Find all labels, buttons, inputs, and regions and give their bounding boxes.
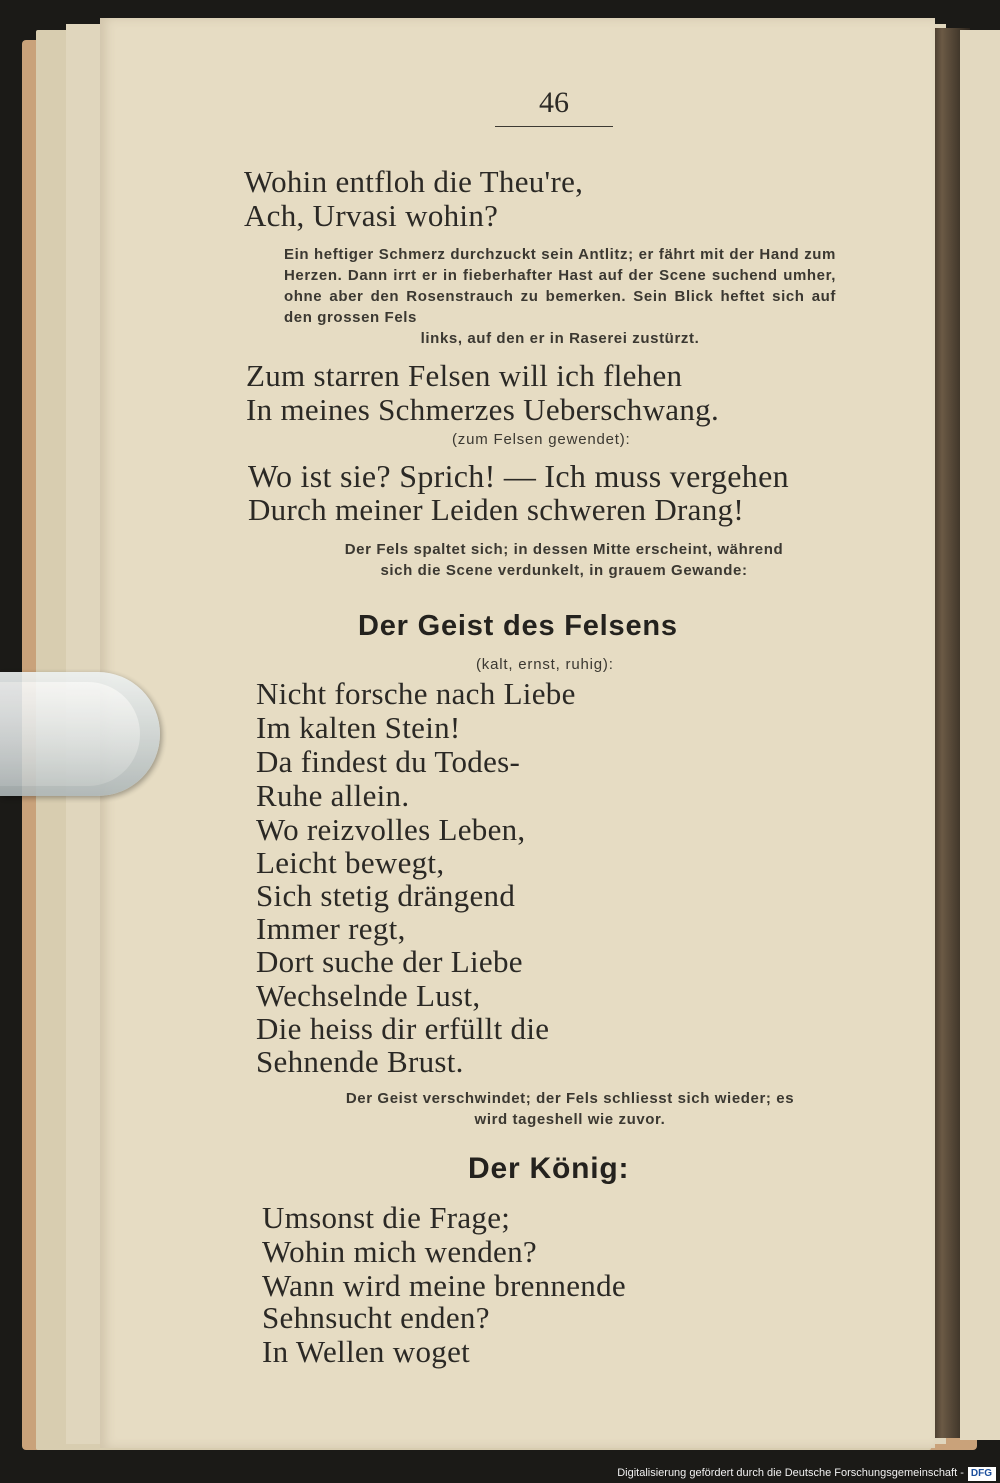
- verse-line: Ruhe allein.: [256, 778, 410, 813]
- stage-direction: Der Fels spaltet sich; in dessen Mitte erscheint, während: [344, 541, 784, 558]
- verse-line: Zum starren Felsen will ich flehen: [246, 358, 683, 393]
- verse-line: In meines Schmerzes Ueberschwang.: [246, 392, 720, 427]
- verse-line: Durch meiner Leiden schweren Drang!: [248, 492, 744, 527]
- page-number-rule: [495, 126, 613, 127]
- verse-line: Umsonst die Frage;: [262, 1200, 511, 1235]
- speaker-heading: Der Geist des Felsens: [358, 610, 678, 642]
- verse-line: Sehnende Brust.: [256, 1044, 464, 1079]
- speaker-heading: Der König:: [468, 1152, 630, 1185]
- parenthetical: (zum Felsen gewendet):: [452, 431, 631, 448]
- verse-line: Im kalten Stein!: [256, 710, 461, 745]
- stage-direction: wird tageshell wie zuvor.: [474, 1111, 666, 1128]
- verse-line: Da findest du Todes-: [256, 744, 521, 779]
- verse-line: Sehnsucht enden?: [262, 1300, 490, 1335]
- verse-line: In Wellen woget: [262, 1334, 471, 1369]
- verse-line: Ach, Urvasi wohin?: [244, 198, 499, 233]
- stage-direction: links, auf den er in Raserei zustürzt.: [420, 330, 700, 347]
- verse-line: Wo reizvolles Leben,: [256, 812, 526, 847]
- verse-line: Wechselnde Lust,: [256, 978, 481, 1013]
- footer-text: Digitalisierung gefördert durch die Deutsche Forschungsgemeinschaft -: [617, 1467, 964, 1479]
- verse-line: Wo ist sie? Sprich! — Ich muss vergehen: [248, 458, 789, 494]
- parenthetical: (kalt, ernst, ruhig):: [476, 656, 614, 673]
- dfg-logo: DFG: [968, 1467, 996, 1481]
- page-clip: [0, 672, 160, 796]
- verse-line: Sich stetig drängend: [256, 878, 516, 913]
- stage-direction: Der Geist verschwindet; der Fels schliesst sich wieder; es: [345, 1090, 795, 1107]
- verse-line: Nicht forsche nach Liebe: [256, 676, 576, 711]
- page-clip-highlight: [0, 682, 140, 786]
- page-number: 46: [539, 86, 569, 119]
- verse-line: Wohin mich wenden?: [262, 1234, 537, 1269]
- stage-direction: sich die Scene verdunkelt, in grauem Gewande:: [380, 562, 748, 579]
- digitization-footer: [0, 1463, 1000, 1483]
- verse-line: Immer regt,: [256, 911, 406, 946]
- verse-line: Dort suche der Liebe: [256, 944, 523, 979]
- verse-line: Wann wird meine brennende: [262, 1268, 626, 1303]
- facing-page-edge: [960, 30, 1000, 1440]
- stage-direction: Ein heftiger Schmerz durchzuckt sein Antlitz; er fährt mit der Hand zum Herzen. Dann irrt er in fieberhafter Hast auf der Scene suchend umher, ohne aber den Rosenstrauch zu bemerken. Sein Blick heftet sich auf den grossen Fels: [284, 246, 836, 326]
- verse-line: Die heiss dir erfüllt die: [256, 1011, 550, 1046]
- verse-line: Leicht bewegt,: [256, 845, 445, 880]
- verse-line: Wohin entfloh die Theu're,: [244, 164, 584, 199]
